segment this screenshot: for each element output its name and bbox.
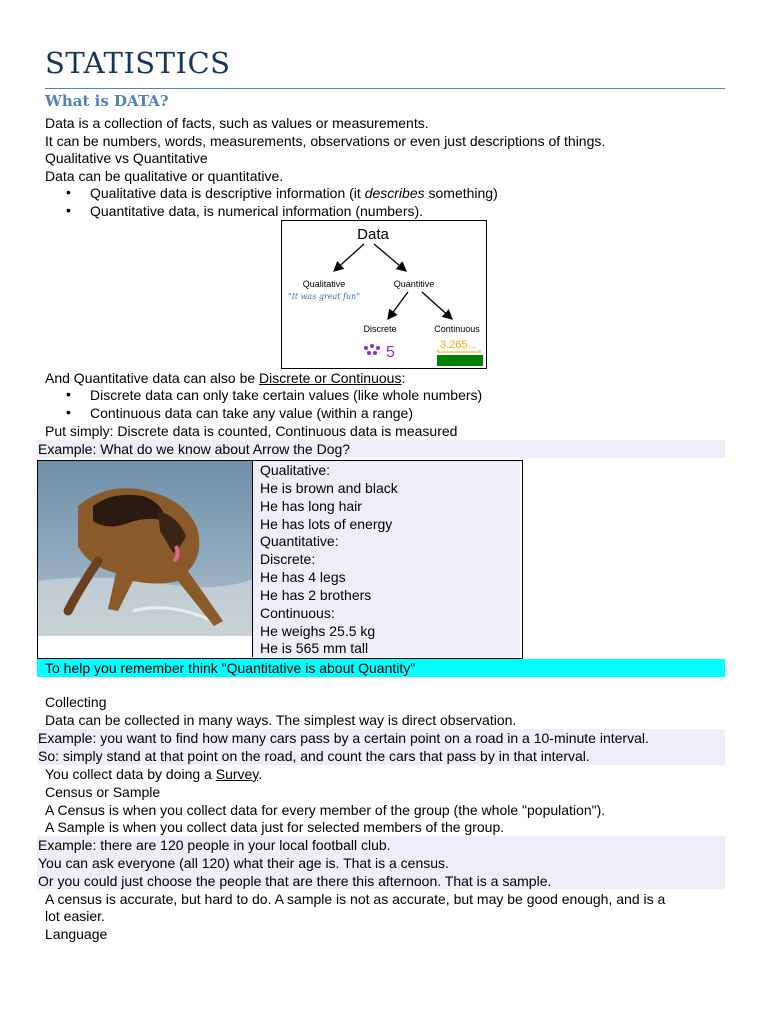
diagram-continuous-label: Continuous bbox=[434, 324, 480, 334]
diagram-svg bbox=[282, 221, 486, 368]
accuracy-line-2: lot easier. bbox=[45, 908, 105, 924]
dog-fact-line: He has 4 legs bbox=[260, 569, 346, 585]
survey-link[interactable]: Survey bbox=[215, 766, 259, 782]
bullet-dot: • bbox=[66, 202, 71, 218]
census-heading: Census or Sample bbox=[45, 784, 161, 800]
dog-example-table bbox=[37, 460, 523, 659]
diagram-discrete-value: 5 bbox=[386, 344, 395, 361]
diagram-qual-quote: "It was great fun" bbox=[287, 292, 361, 301]
data-diagram bbox=[281, 220, 487, 369]
bullet-dot: • bbox=[66, 386, 71, 402]
language-heading: Language bbox=[45, 926, 108, 942]
diagram-qualitative-label: Qualitative bbox=[302, 279, 346, 289]
discrete-dots-icon bbox=[364, 344, 380, 355]
intro-line-2: It can be numbers, words, measurements, observations or even just descriptions of things. bbox=[45, 133, 606, 149]
census-definition: A Census is when you collect data for every member of the group (the whole "population"). bbox=[45, 802, 606, 818]
dog-fact-line: Discrete: bbox=[260, 551, 316, 567]
dog-fact-line: He is brown and black bbox=[260, 480, 398, 496]
intro-line-1: Data is a collection of facts, such as values or measurements. bbox=[45, 115, 429, 131]
collecting-heading: Collecting bbox=[45, 694, 107, 710]
dog-facts bbox=[252, 461, 520, 657]
dog-fact-line: He is 565 mm tall bbox=[260, 640, 369, 656]
collecting-line-1: Data can be collected in many ways. The simplest way is direct observation. bbox=[45, 712, 517, 728]
bullet-discrete: Discrete data can only take certain values (like whole numbers) bbox=[90, 387, 483, 403]
accuracy-line-1: A census is accurate, but hard to do. A sample is not as accurate, but may be good enough, and is a bbox=[45, 891, 666, 907]
arrow-to-qualitative bbox=[334, 244, 364, 271]
dog-fact-line: He has long hair bbox=[260, 498, 362, 514]
dog-fact-line: Quantitative: bbox=[260, 533, 339, 549]
sample-definition: A Sample is when you collect data just for selected members of the group. bbox=[45, 819, 505, 835]
diagram-root-label: Data bbox=[357, 226, 389, 243]
discrete-continuous-intro: And Quantitative data can also be Discrete or Continuous: bbox=[45, 370, 406, 386]
dog-fact-line: He weighs 25.5 kg bbox=[260, 623, 376, 639]
page-title: STATISTICS bbox=[45, 46, 231, 80]
bullet-dot: • bbox=[66, 184, 71, 200]
intro-line-3: Data can be qualitative or quantitative. bbox=[45, 168, 284, 184]
discrete-continuous-link[interactable]: Discrete or Continuous bbox=[259, 370, 402, 386]
dog-fact-line: Continuous: bbox=[260, 605, 335, 621]
diagram-continuous-value: 3.265... bbox=[440, 339, 477, 351]
remember-tip: To help you remember think "Quantitative is about Quantity" bbox=[45, 660, 416, 676]
survey-line: You collect data by doing a Survey. bbox=[45, 766, 263, 782]
dog-example-heading: Example: What do we know about Arrow the Dog? bbox=[38, 441, 351, 457]
put-simply-line: Put simply: Discrete data is counted, Continuous data is measured bbox=[45, 423, 458, 439]
bullet-qualitative: Qualitative data is descriptive information (it describes something) bbox=[90, 185, 498, 201]
club-example-1: Example: there are 120 people in your local football club. bbox=[38, 837, 391, 853]
title-rule bbox=[45, 88, 725, 89]
bullet-quantitative: Quantitative data, is numerical information (numbers). bbox=[90, 203, 424, 219]
dog-fact-line: He has 2 brothers bbox=[260, 587, 372, 603]
arrow-to-continuous bbox=[422, 292, 452, 319]
club-example-3: Or you could just choose the people that are there this afternoon. That is a sample. bbox=[38, 873, 552, 889]
club-example-2: You can ask everyone (all 120) what their age is. That is a census. bbox=[38, 855, 449, 871]
dog-fact-line: Qualitative: bbox=[260, 462, 331, 478]
cars-example-1: Example: you want to find how many cars pass by a certain point on a road in a 10-minute interval. bbox=[38, 730, 649, 746]
section-heading: What is DATA? bbox=[45, 92, 169, 110]
bullet-dot: • bbox=[66, 404, 71, 420]
diagram-quantitive-label: Quantitive bbox=[393, 279, 435, 289]
arrow-to-quantitive bbox=[374, 244, 406, 271]
dog-fact-line: He has lots of energy bbox=[260, 516, 393, 532]
dog-photo bbox=[38, 461, 253, 636]
qual-vs-quant-heading: Qualitative vs Quantitative bbox=[45, 150, 208, 166]
arrow-to-discrete bbox=[388, 292, 408, 319]
continuous-bar-icon bbox=[437, 355, 483, 366]
diagram-discrete-label: Discrete bbox=[363, 324, 397, 334]
cars-example-2: So: simply stand at that point on the road, and count the cars that pass by in that interval. bbox=[38, 748, 590, 764]
bullet-continuous: Continuous data can take any value (within a range) bbox=[90, 405, 413, 421]
